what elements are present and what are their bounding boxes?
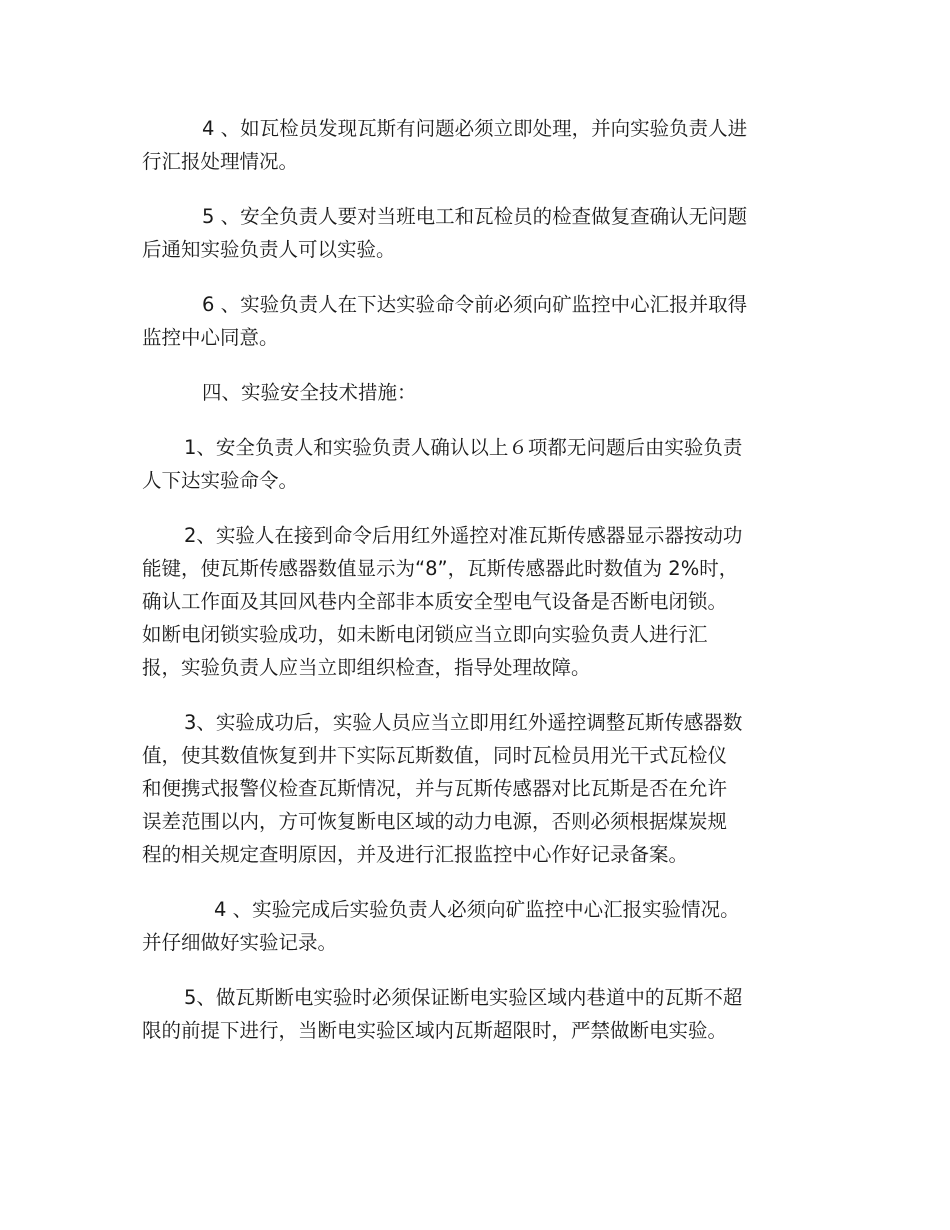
- paragraph-line: 后通知实验负责人可以实验。: [142, 238, 396, 261]
- paragraph: [142, 893, 810, 959]
- paragraph: [142, 981, 810, 1047]
- paragraph-line: 和便携式报警仪检查瓦斯情况，并与瓦斯传感器对比瓦斯是否在允许: [142, 777, 728, 800]
- paragraph-line: 5、做瓦斯断电实验时必须保证断电实验区域内巷道中的瓦斯不超: [184, 986, 743, 1009]
- paragraph: [142, 200, 810, 266]
- document-body: [142, 112, 810, 1069]
- paragraph-line: 程的相关规定查明原因，并及进行汇报监控中心作好记录备案。: [142, 843, 689, 866]
- paragraph-line: 误差范围以内，方可恢复断电区域的动力电源，否则必须根据煤炭规: [142, 810, 728, 833]
- paragraph: [142, 431, 810, 497]
- paragraph-line: 3、实验成功后，实验人员应当立即用红外遥控调整瓦斯传感器数: [184, 711, 743, 734]
- paragraph-line: 1、安全负责人和实验负责人确认以上６项都无问题后由实验负责: [184, 436, 743, 459]
- paragraph: [142, 519, 810, 684]
- paragraph-line: 监控中心同意。: [142, 326, 279, 349]
- paragraph-line: 并仔细做好实验记录。: [142, 931, 338, 954]
- paragraph-line: 四、实验安全技术措施：: [202, 381, 417, 404]
- paragraph-line: 报，实验负责人应当立即组织检查，指导处理故障。: [142, 656, 591, 679]
- paragraph-line: 2、实验人在接到命令后用红外遥控对准瓦斯传感器显示器按动功: [184, 524, 743, 547]
- paragraph-line: 限的前提下进行，当断电实验区域内瓦斯超限时，严禁做断电实验。: [142, 1019, 728, 1042]
- paragraph-line: 能键，使瓦斯传感器数值显示为“8”，瓦斯传感器此时数值为 2%时，: [142, 557, 739, 580]
- paragraph: [142, 706, 810, 871]
- paragraph-line: 4 、实验完成后实验负责人必须向矿监控中心汇报实验情况。: [214, 898, 740, 921]
- paragraph-line: 4 、如瓦检员发现瓦斯有问题必须立即处理，并向实验负责人进: [202, 117, 748, 140]
- paragraph: [142, 376, 810, 409]
- paragraph-line: 值，使其数值恢复到井下实际瓦斯数值，同时瓦检员用光干式瓦检仪: [142, 744, 728, 767]
- paragraph-line: 如断电闭锁实验成功，如未断电闭锁应当立即向实验负责人进行汇: [142, 623, 708, 646]
- paragraph: [142, 288, 810, 354]
- paragraph-line: 行汇报处理情况。: [142, 150, 299, 173]
- paragraph-line: 5 、安全负责人要对当班电工和瓦检员的检查做复查确认无问题: [202, 205, 748, 228]
- paragraph: [142, 112, 810, 178]
- paragraph-line: 6 、实验负责人在下达实验命令前必须向矿监控中心汇报并取得: [202, 293, 748, 316]
- paragraph-line: 确认工作面及其回风巷内全部非本质安全型电气设备是否断电闭锁。: [142, 590, 728, 613]
- paragraph-line: 人下达实验命令。: [142, 469, 299, 492]
